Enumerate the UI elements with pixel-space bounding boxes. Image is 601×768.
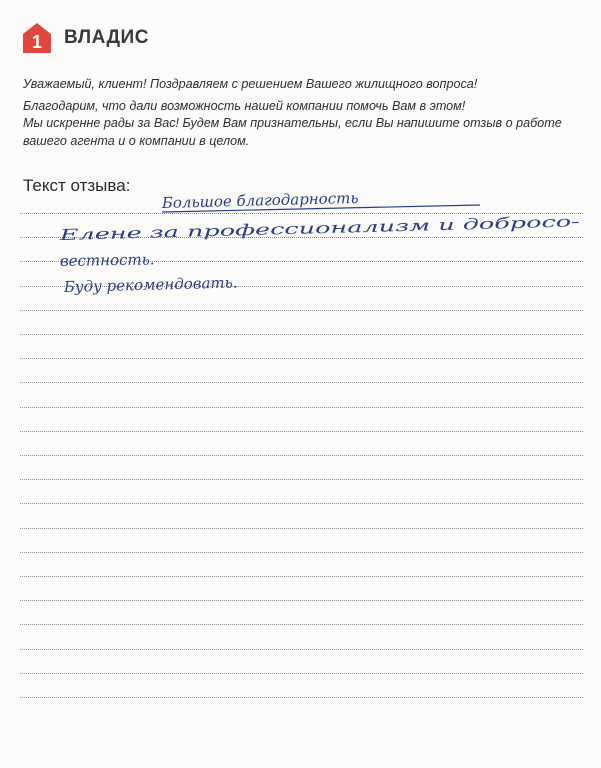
handwritten-line: вестность.	[59, 250, 155, 270]
handwritten-line: Большое благодарность	[161, 188, 359, 212]
review-label: Текст отзыва:	[23, 176, 131, 195]
body-line: Мы искренне рады за Вас! Будем Вам признательны, если Вы напишите отзыв о работе	[23, 116, 562, 130]
greeting-text: Уважаемый, клиент! Поздравляем с решением Вашего жилищного вопроса!	[23, 77, 478, 91]
brand-name: ВЛАДИС	[64, 27, 149, 48]
handwritten-line: Елене за профессионализм и добросо-	[59, 217, 366, 244]
handwritten-line: Буду рекомендовать.	[63, 273, 238, 296]
body-line: Благодарим, что дали возможность нашей компании помочь Вам в этом!	[23, 98, 466, 113]
body-line: вашего агента и о компании в целом.	[23, 133, 250, 148]
logo-glyph: 1	[31, 32, 43, 52]
